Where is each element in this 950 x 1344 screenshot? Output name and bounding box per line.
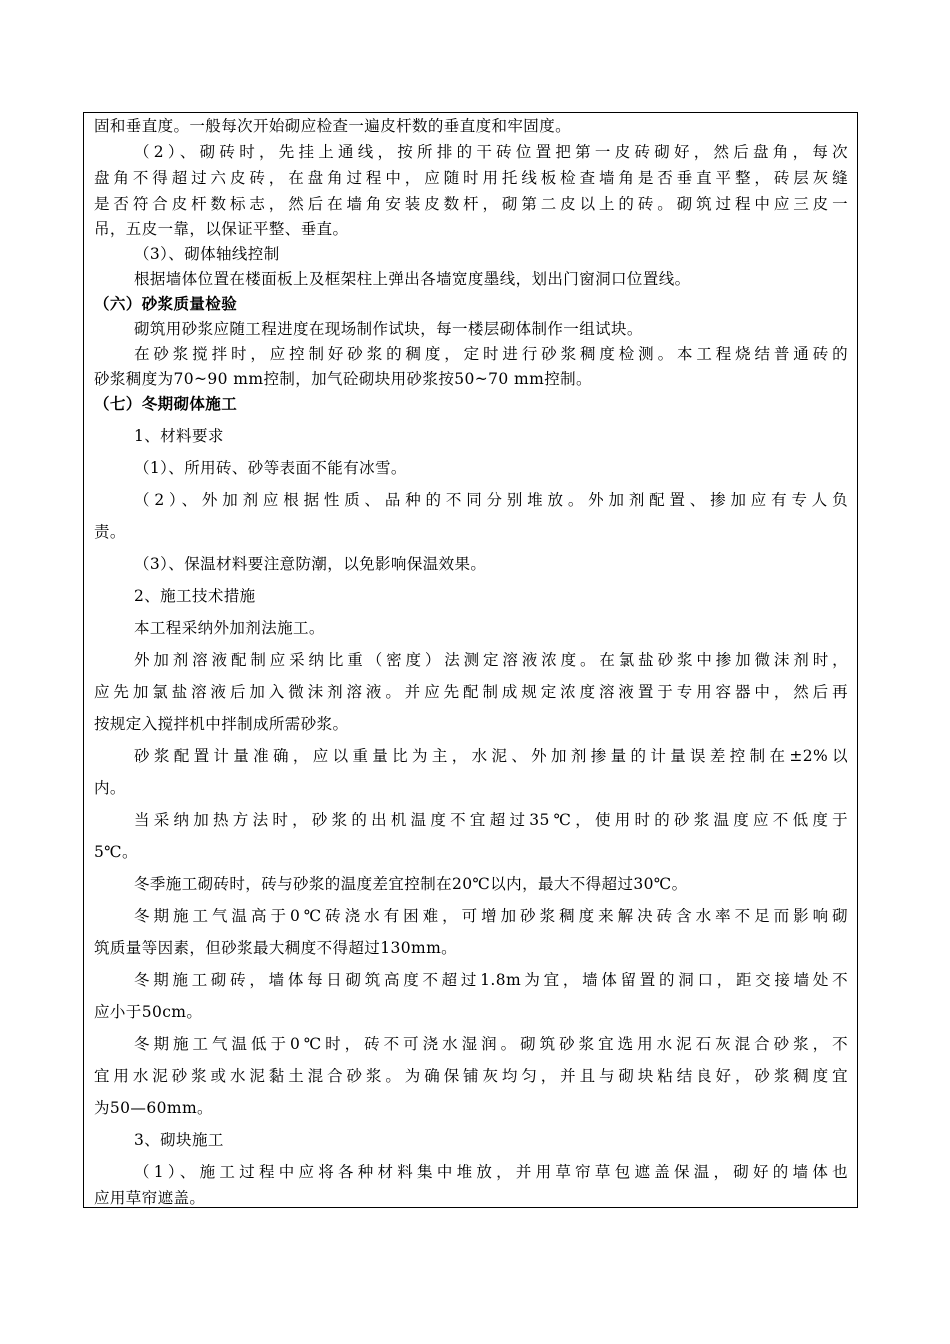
paragraph-line: 在砂浆搅拌时，应控制好砂浆的稠度，定时进行砂浆稠度检测。本工程烧结普通砖的	[134, 345, 848, 363]
paragraph-line: 冬期施工气温高于0℃砖浇水有困难，可增加砂浆稠度来解决砖含水率不足而影响砌	[134, 907, 848, 925]
paragraph-line: 2、施工技术措施	[134, 587, 256, 605]
paragraph-line: 固和垂直度。一般每次开始砌应检查一遍皮杆数的垂直度和牢固度。	[94, 117, 572, 135]
paragraph-line: 本工程采纳外加剂法施工。	[134, 619, 325, 637]
paragraph-line: 是否符合皮杆数标志，然后在墙角安装皮数杆，砌第二皮以上的砖。砌筑过程中应三皮一	[94, 195, 848, 213]
section-heading: （七）冬期砌体施工	[94, 394, 238, 413]
paragraph-line: 1、材料要求	[134, 427, 224, 445]
paragraph-line: （2）、砌砖时，先挂上通线，按所排的干砖位置把第一皮砖砌好，然后盘角，每次	[134, 143, 848, 161]
paragraph-line: 冬期施工气温低于0℃时，砖不可浇水湿润。砌筑砂浆宜选用水泥石灰混合砂浆，不	[134, 1035, 848, 1053]
paragraph-line: 盘角不得超过六皮砖，在盘角过程中，应随时用托线板检查墙角是否垂直平整，砖层灰缝	[94, 169, 848, 187]
paragraph-line: 砂浆稠度为70~90 mm控制，加气砼砌块用砂浆按50~70 mm控制。	[94, 370, 592, 388]
paragraph-line: （3）、保温材料要注意防潮，以免影响保温效果。	[134, 555, 487, 573]
paragraph-line: 按规定入搅拌机中拌制成所需砂浆。	[94, 715, 349, 733]
paragraph-line: 责。	[94, 523, 126, 541]
paragraph-line: 筑质量等因素，但砂浆最大稠度不得超过130mm。	[94, 939, 458, 957]
paragraph-line: 砌筑用砂浆应随工程进度在现场制作试块，每一楼层砌体制作一组试块。	[134, 320, 643, 338]
paragraph-line: 冬季施工砌砖时，砖与砂浆的温度差宜控制在20℃以内，最大不得超过30℃。	[134, 875, 688, 893]
paragraph-line: 5℃。	[94, 843, 138, 861]
paragraph-line: 外加剂溶液配制应采纳比重（密度）法测定溶液浓度。在氯盐砂浆中掺加微沫剂时，	[134, 651, 848, 669]
paragraph-line: 砂浆配置计量准确，应以重量比为主，水泥、外加剂掺量的计量误差控制在±2%以	[134, 747, 848, 765]
paragraph-line: 为50—60mm。	[94, 1099, 213, 1117]
paragraph-line: 3、砌块施工	[134, 1131, 224, 1149]
paragraph-line: 应先加氯盐溶液后加入微沫剂溶液。并应先配制成规定浓度溶液置于专用容器中，然后再	[94, 683, 848, 701]
paragraph-line: 应用草帘遮盖。	[94, 1189, 206, 1207]
paragraph-line: （2）、外加剂应根据性质、品种的不同分别堆放。外加剂配置、掺加应有专人负	[134, 491, 848, 509]
paragraph-line: 内。	[94, 779, 126, 797]
paragraph-line: 冬期施工砌砖，墙体每日砌筑高度不超过1.8m为宜，墙体留置的洞口，距交接墙处不	[134, 971, 848, 989]
section-heading: （六）砂浆质量检验	[94, 294, 238, 313]
paragraph-line: 根据墙体位置在楼面板上及框架柱上弹出各墙宽度墨线，划出门窗洞口位置线。	[134, 270, 691, 288]
paragraph-line: 吊，五皮一靠，以保证平整、垂直。	[94, 220, 349, 238]
paragraph-line: （1）、施工过程中应将各种材料集中堆放，并用草帘草包遮盖保温，砌好的墙体也	[134, 1163, 848, 1181]
paragraph-line: 应小于50cm。	[94, 1003, 203, 1021]
paragraph-line: （3）、砌体轴线控制	[134, 245, 280, 263]
paragraph-line: （1）、所用砖、砂等表面不能有冰雪。	[134, 459, 407, 477]
paragraph-line: 宜用水泥砂浆或水泥黏土混合砂浆。为确保铺灰均匀，并且与砌块粘结良好，砂浆稠度宜	[94, 1067, 848, 1085]
paragraph-line: 当采纳加热方法时，砂浆的出机温度不宜超过35℃，使用时的砂浆温度应不低度于	[134, 811, 848, 829]
